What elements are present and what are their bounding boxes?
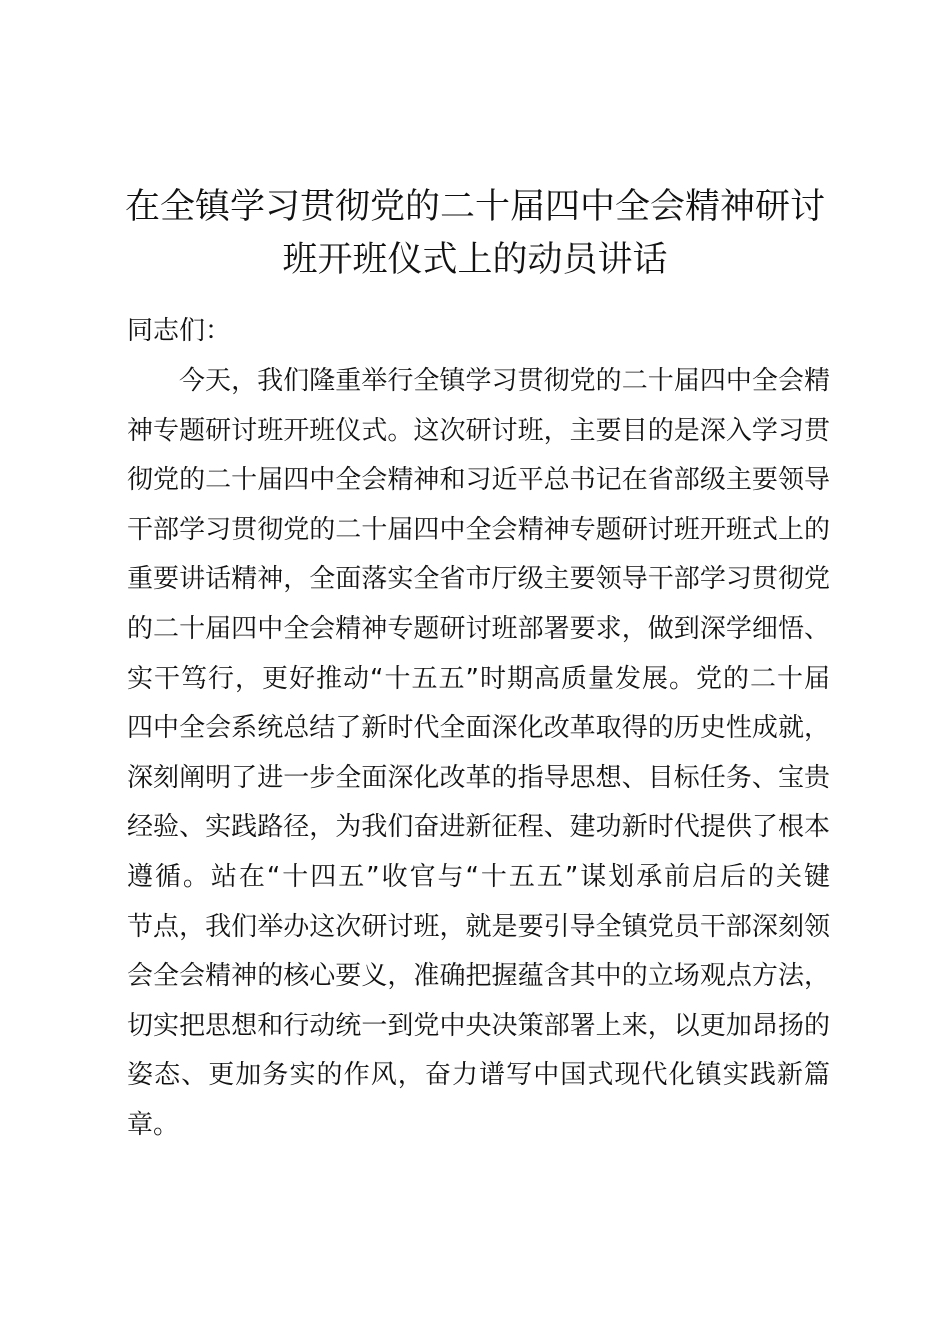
paragraph-line: 神专题研讨班开班仪式。这次研讨班，主要目的是深入学习贯 — [127, 415, 830, 446]
paragraph-line: 遵循。站在“十四五”收官与“十五五”谋划承前启后的关键 — [127, 861, 830, 892]
salutation: 同志们： — [127, 316, 232, 346]
paragraph-line: 姿态、更加务实的作风，奋力谱写中国式现代化镇实践新篇 — [127, 1060, 830, 1091]
paragraph-line: 切实把思想和行动统一到党中央决策部署上来，以更加昂扬的 — [127, 1010, 830, 1041]
paragraph-line: 四中全会系统总结了新时代全面深化改革取得的历史性成就， — [127, 713, 830, 744]
paragraph-line: 经验、实践路径，为我们奋进新征程、建功新时代提供了根本 — [127, 812, 830, 843]
paragraph-line: 的二十届四中全会精神专题研讨班部署要求，做到深学细悟、 — [127, 613, 830, 644]
document-title — [120, 181, 830, 287]
paragraph-line: 深刻阐明了进一步全面深化改革的指导思想、目标任务、宝贵 — [127, 762, 830, 793]
paragraph-line: 今天，我们隆重举行全镇学习贯彻党的二十届四中全会精 — [179, 366, 830, 396]
paragraph-line: 彻党的二十届四中全会精神和习近平总书记在省部级主要领导 — [127, 465, 830, 496]
body-paragraph — [127, 363, 837, 1157]
paragraph-line: 章。 — [127, 1109, 180, 1140]
paragraph-line: 节点，我们举办这次研讨班，就是要引导全镇党员干部深刻领 — [127, 911, 830, 942]
paragraph-line: 会全会精神的核心要义，准确把握蕴含其中的立场观点方法， — [127, 961, 830, 992]
paragraph-line: 干部学习贯彻党的二十届四中全会精神专题研讨班开班式上的 — [127, 514, 830, 545]
title-line-2: 班开班仪式上的动员讲话 — [282, 240, 668, 280]
title-line-1: 在全镇学习贯彻党的二十届四中全会精神研讨 — [124, 187, 825, 227]
paragraph-line: 实干笃行，更好推动“十五五”时期高质量发展。党的二十届 — [127, 663, 830, 694]
paragraph-line: 重要讲话精神，全面落实全省市厅级主要领导干部学习贯彻党 — [127, 564, 830, 595]
